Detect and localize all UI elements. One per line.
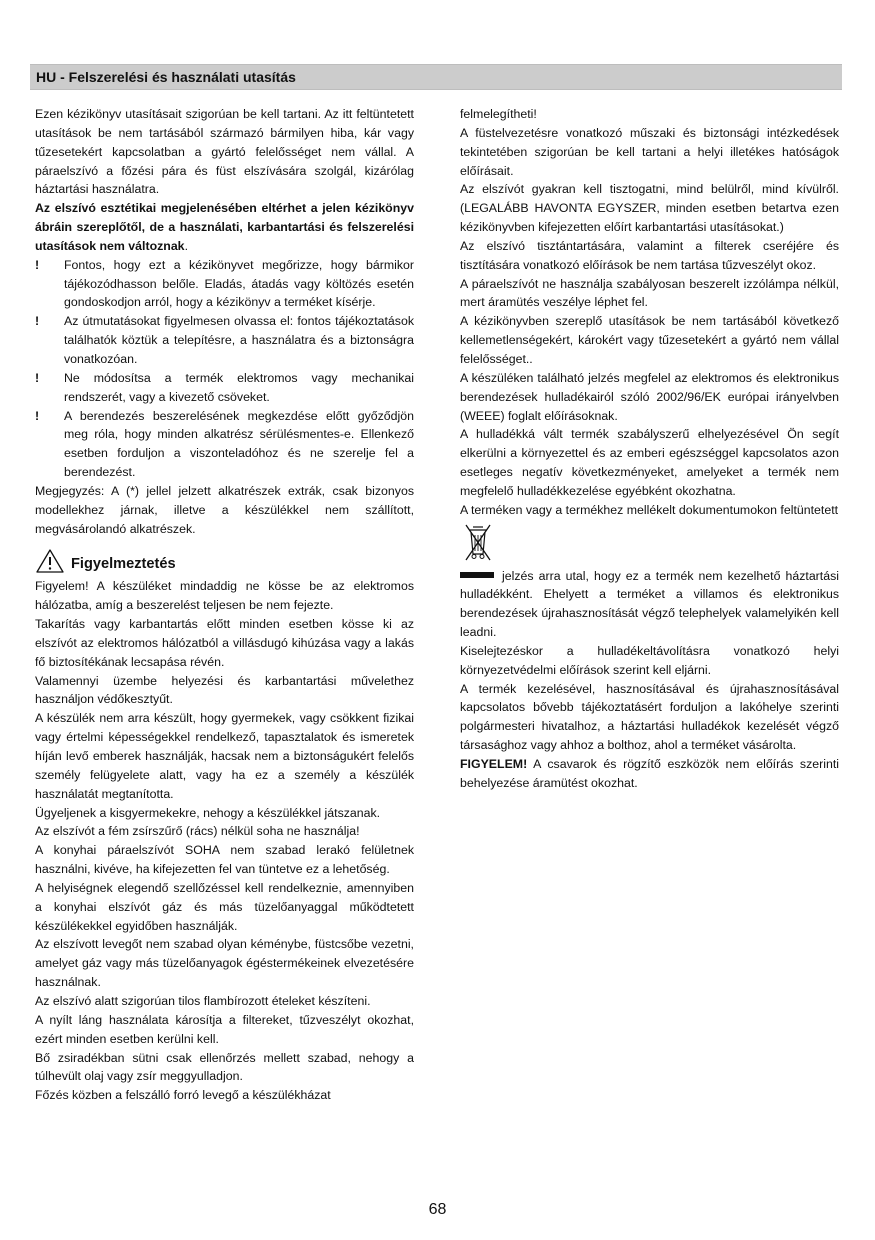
bullet-item [35,256,414,313]
weee-symbol [460,523,839,567]
warning-paragraph: A helyiségnek elegendő szellőzéssel kell rendelkeznie, amennyiben a konyhai elszívót gáz és más tüzelőanyaggal működtetett készülékekkel egyidőben használják. [35,880,414,933]
left-column [35,105,414,1105]
paragraph: A termék kezelésével, hasznosításával és újrahasznosításával kapcsolatos bővebb tájékoztatásért forduljon a lakóhelye szerinti polgármesteri hivatalhoz, a háztartási hulladékok kezelését végző társasághoz vagy ahhoz a bolthoz, ahol a terméket vásárolta. [460,681,839,753]
warning-paragraph: Az elszívó alatt szigorúan tilos flambírozott ételeket készíteni. [35,993,371,1008]
paragraph: A füstelvezetésre vonatkozó műszaki és biztonsági intézkedések tekintetében szigorúan be kell tartani a helyi illetékes hatóságok előírásait. [460,125,839,178]
exclamation-icon: ! [35,314,40,329]
warning-paragraph: Főzés közben a felszálló forró levegő a készülékházat [35,1088,331,1103]
final-warning [460,755,839,793]
bullet-item [35,369,414,407]
warning-paragraph: Ügyeljenek a kisgyermekekre, nehogy a készülékkel játszanak. [35,805,381,820]
paragraph: A hulladékká vált termék szabályszerű elhelyezésével Ön segít elkerülni a környezettel és az emberi egészséggel kapcsolatos azon esetleges negatív következményeket, amelyeket a termék nem megfelelő hulladékkezelése egyébként okozhatna. [460,427,839,498]
weee-bar-icon [460,572,494,578]
bold-notice-text: Az elszívó esztétikai megjelenésében eltérhet a jelen kézikönyv ábráin szereplőtől, de a használati, karbantartási és felszerelési utasítások nem változnak [35,201,414,253]
paragraph: A kézikönyvben szereplő utasítások be nem tartásából következő kellemetlenségekért, károkért vagy tűzesetekért a gyártó nem vállal felelősséget.. [460,314,839,366]
bold-notice [35,199,414,256]
page-number: 68 [428,1201,447,1218]
paragraph: Az elszívót gyakran kell tisztogatni, mind belülről, mind kívülről. (LEGALÁBB HAVONTA EGYSZER, minden esetben betartva ezen kézikönyvben kifejezetten előírt karbantartási utasításokat.) [460,182,839,235]
exclamation-icon: ! [35,257,40,272]
warning-paragraph: A készülék nem arra készült, hogy gyermekek, vagy csökkent fizikai vagy értelmi képességekkel rendelkező, tapasztalatok és ismeretek híján levő emberek használják, hacsak nem a biztonságukért felelős személy felügyelete alatt, vagy ha ez a személy a készülék használatát megtanította. [35,711,414,801]
warning-paragraph: A konyhai páraelszívót SOHA nem szabad lerakó felületnek használni, kivéve, ha kifejezetten fel van tüntetve ez a lehetőség. [35,843,414,877]
warning-heading [35,551,414,577]
final-warning-label: FIGYELEM! [460,757,528,771]
weee-paragraph [460,567,839,642]
exclamation-icon: ! [35,408,40,423]
warning-paragraph: Takarítás vagy karbantartás előtt minden esetben kösse ki az elszívót az elektromos hálózatból a villásdugó kihúzása vagy a lakás fő biztosítékának lecsapása révén. [35,617,414,669]
paragraph: A készüléken található jelzés megfelel az elektromos és elektronikus berendezések hulladékairól szóló 2002/96/EK európai irányelvben (WEEE) foglalt előírásoknak. [460,370,839,423]
warning-paragraph: Bő zsiradékban sütni csak ellenőrzés mellett szabad, nehogy a túlhevült olaj vagy zsír meggyulladjon. [35,1050,414,1084]
warning-paragraph: Az elszívót a fém zsírszűrő (rács) nélkül soha ne használja! [35,824,360,839]
warning-paragraph: Valamennyi üzembe helyezési és karbantartási művelethez használjon védőkesztyűt. [35,673,414,707]
final-warning-text: A csavarok és rögzítő eszközök nem előírás szerinti behelyezése áramütést okozhat. [460,757,839,790]
intro-paragraph: Ezen kézikönyv utasításait szigorúan be kell tartani. Az itt feltüntetett utasítások be nem tartásából származó bármilyen hiba, kár vagy tűzesetekért kapcsolatban a gyártó felelősséget nem vállal. A páraelszívó a főzési pára és füst elszívására szolgál, kizárólag háztartási használatra. [35,107,414,197]
exclamation-icon: ! [35,370,40,385]
note-paragraph: Megjegyzés: A (*) jellel jelzett alkatrészek extrák, csak bizonyos modellekhez járnak, illetve a készülékkel nem szállított, megvásárolandó alkatrészek. [35,483,414,536]
warning-paragraph: Figyelem! A készüléket mindaddig ne kösse be az elektromos hálózatba, amíg a beszerelést teljesen be nem fejezte. [35,579,414,613]
warning-title: Figyelmeztetés [71,556,176,573]
bullet-item [35,312,414,369]
paragraph: A páraelszívót ne használja szabályosan beszerelt izzólámpa nélkül, mert áramütés veszélye léphet fel. [460,276,839,310]
paragraph: A terméken vagy a termékhez mellékelt dokumentumokon feltüntetett [460,502,839,517]
bullet-text: Ne módosítsa a termék elektromos vagy mechanikai rendszerét, vagy a kivezető csöveket. [64,370,414,404]
header-bar [30,64,842,90]
warning-paragraph: Az elszívott levegőt nem szabad olyan kéménybe, füstcsőbe vezetni, amelyet gáz vagy más tüzelőanyagok égéstermékeinek elvezetésére használnak. [35,937,414,990]
page-title: HU - Felszerelési és használati utasítás [36,69,296,85]
weee-text: jelzés arra utal, hogy ez a termék nem kezelhető háztartási hulladékként. Ehelyett a terméket a villamos és elektronikus berendezések újrahasznosítását végző telephelyek valamelyikén kell leadni. [460,568,839,640]
paragraph: Kiselejtezéskor a hulladékeltávolításra vonatkozó helyi környezetvédelmi előírások szerint kell eljárni. [460,643,839,677]
warning-triangle-icon [35,548,65,574]
bold-notice-end: . [184,238,188,253]
bullet-text: Az útmutatásokat figyelmesen olvassa el: fontos tájékoztatások találhatók köztük a telepítésre, a használatra és a biztonságra vonatkozóan. [64,314,414,366]
bullet-text: Fontos, hogy ezt a kézikönyvet megőrizze, hogy bármikor tájékozódhasson belőle. Eladás, átadás vagy költözés esetén gondoskodjon arról, hogy a kézikönyv a terméket kísérje. [64,257,414,310]
bullet-text: A berendezés beszerelésének megkezdése előtt győződjön meg róla, hogy minden alkatrész sérülésmentes-e. Ellenkező esetben forduljon a viszonteladóhoz és ne szerelje fel a berendezést. [64,408,414,480]
weee-crossed-bin-icon [464,523,492,563]
bullet-item [35,407,414,482]
warning-paragraph: A nyílt láng használata károsítja a filtereket, tűzveszélyt okozhat, ezért minden esetben kerülni kell. [35,1012,414,1046]
paragraph: felmelegítheti! [460,107,537,121]
right-column [460,105,839,793]
paragraph: Az elszívó tisztántartására, valamint a filterek cseréjére és tisztítására vonatkozó előírások be nem tartása tűzveszélyt okoz. [460,238,839,272]
